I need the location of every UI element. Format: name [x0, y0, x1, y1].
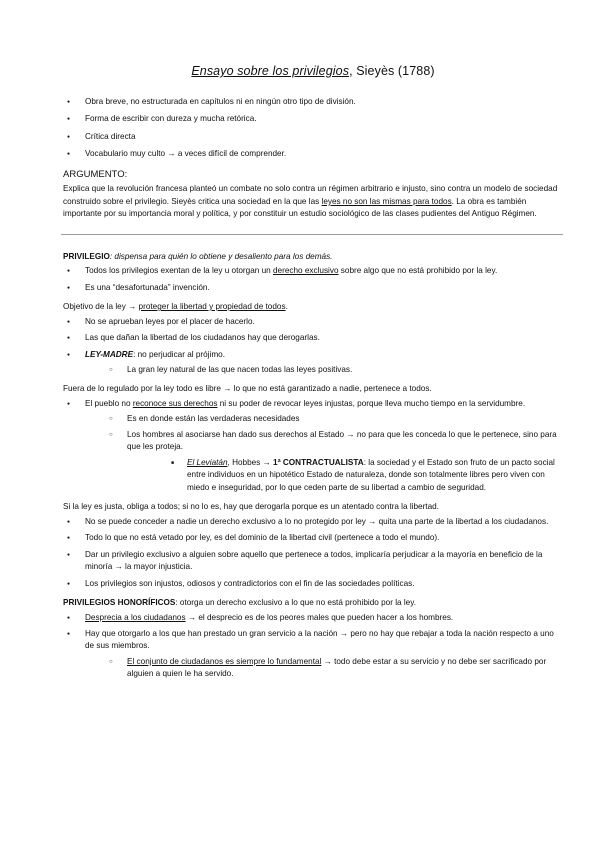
- list-item: ● Desprecia a los ciudadanos → el desprecio es de los peores males que pueden hacer a los hombres.: [63, 612, 563, 624]
- sila-lead: Si la ley es justa, obliga a todos; si no lo es, hay que derogarla porque es un atentado contra la libertad.: [63, 502, 439, 512]
- fuera-sublist: [85, 413, 563, 494]
- document-title: [63, 62, 563, 81]
- sublist-item: ○ Es en donde están las verdaderas necesidades: [85, 413, 563, 425]
- fuera-subsublist: [127, 457, 563, 494]
- privilegio-list: [63, 265, 563, 294]
- argumento-text: Explica que la revolución francesa planteó un combate no solo contra un régimen arbitrario e injusto, sino contra un modelo de sociedad construido sobre el privilegio. Sieyès critica una sociedad en la que las: [63, 184, 558, 206]
- objetivo-section: [63, 301, 563, 376]
- sublist-item: ○ Los hombres al asociarse han dado sus derechos al Estado → no para que les conceda lo que le pertenece, sino para que les proteja. ■ El Leviatán, Hobbes → 1ª CONTRACTUALISTA: la sociedad y el Estado son fruto de un pacto social entre individuos en un hipotético Estado de naturaleza, donde son totalmente libres pero viven con miedo e inseguridad, por lo que ceden parte de su libertad a cambio de seguridad.: [85, 429, 563, 494]
- honorificos-sublist: [85, 656, 563, 681]
- honorificos-section: [63, 597, 563, 681]
- list-item: ● Todos los privilegios exentan de la ley u otorgan un derecho exclusivo sobre algo que no está prohibido por la ley.: [63, 265, 563, 277]
- sublist-item: ○ La gran ley natural de las que nacen todas las leyes positivas.: [85, 364, 563, 376]
- honorificos-term: PRIVILEGIOS HONORÍFICOS: [63, 598, 176, 608]
- list-item: ● Forma de escribir con dureza y mucha retórica.: [63, 113, 563, 125]
- list-item: ● No se aprueban leyes por el placer de hacerlo.: [63, 316, 563, 328]
- list-item: ● No se puede conceder a nadie un derecho exclusivo a lo no protegido por ley → quita una parte de la libertad a los ciudadanos.: [63, 516, 563, 528]
- list-item: ● El pueblo no reconoce sus derechos ni su poder de revocar leyes injustas, porque lleva mucho tiempo en la servidumbre. ○ Es en donde están las verdaderas necesidades ○ Los hombres al asociarse han dado sus derechos al Estado → no para que les conceda lo que le pertenece, sino para que les proteja. ■ El Leviatán, Hobbes → 1ª CONTRACTUALISTA: la sociedad y el Estado son fruto de un pacto social entre individuos en un hipotético Estado de naturaleza, donde son totalmente libres pero viven con miedo e inseguridad, por lo que ceden parte de su libertad a cambio de seguridad.: [63, 398, 563, 494]
- privilegio-term: PRIVILEGIO: [63, 251, 110, 261]
- fuera-list: [63, 398, 563, 494]
- privilegio-definition: [63, 251, 563, 263]
- honorificos-definition: PRIVILEGIOS HONORÍFICOS: otorga un derecho exclusivo a lo que no está prohibido por la ley.: [63, 598, 416, 608]
- sila-section: [63, 501, 563, 590]
- title-author-year: , Sieyès (1788): [349, 64, 435, 78]
- intro-list: [63, 96, 563, 161]
- objetivo-sublist: [85, 364, 563, 376]
- list-item: ● Es una “desafortunada” invención.: [63, 282, 563, 294]
- objetivo-list: [63, 316, 563, 377]
- fuera-section: [63, 383, 563, 494]
- list-item: ● Crítica directa: [63, 131, 563, 143]
- list-item: ● LEY-MADRE: no perjudicar al prójimo. ○ La gran ley natural de las que nacen todas las leyes positivas.: [63, 349, 563, 377]
- list-item: ● Dar un privilegio exclusivo a alguien sobre aquello que pertenece a todos, implicaría perjudicar a la mayoría en beneficio de la minoría → la mayor injusticia.: [63, 549, 563, 574]
- honorificos-list: [63, 612, 563, 681]
- argumento-paragraph: [63, 183, 563, 220]
- sublist-item: ○ El conjunto de ciudadanos es siempre lo fundamental → todo debe estar a su servicio y no debe ser sacrificado por alguien a quien le ha servido.: [85, 656, 563, 681]
- list-item: ● Obra breve, no estructurada en capítulos ni en ningún otro tipo de división.: [63, 96, 563, 108]
- list-item: ● Los privilegios son injustos, odiosos y contradictorios con el fin de las sociedades políticas.: [63, 578, 563, 590]
- argumento-text-end: . La obra es también importante por su importancia moral y política, y por constituir un estudio sociológico de las clases pudientes del Antiguo Régimen.: [63, 196, 537, 219]
- document-page: [63, 62, 563, 688]
- argumento-underlined: leyes no son las mismas para todos: [321, 196, 452, 206]
- title-work-name: Ensayo sobre los privilegios: [191, 64, 350, 78]
- list-item: ● Vocabulario muy culto → a veces difícil de comprender.: [63, 148, 563, 160]
- privilegio-section: [63, 251, 563, 294]
- list-item: ● Las que dañan la libertad de los ciudadanos hay que derogarlas.: [63, 332, 563, 344]
- list-item: ● Hay que otorgarlo a los que han prestado un gran servicio a la nación → pero no hay que rebajar a toda la nación respecto a uno de sus miembros. ○ El conjunto de ciudadanos es siempre lo fundamental → todo debe estar a su servicio y no debe ser sacrificado por alguien a quien le ha servido.: [63, 628, 563, 681]
- subsublist-item: ■ El Leviatán, Hobbes → 1ª CONTRACTUALISTA: la sociedad y el Estado son fruto de un pacto social entre individuos en un hipotético Estado de naturaleza, donde son totalmente libres pero viven con miedo e inseguridad, por lo que ceden parte de su libertad a cambio de seguridad.: [127, 457, 563, 494]
- fuera-lead: Fuera de lo regulado por la ley todo es libre → lo que no está garantizado a nadie, pertenece a todos.: [63, 384, 432, 394]
- section-divider: [61, 234, 563, 235]
- objetivo-lead: Objetivo de la ley → proteger la libertad y propiedad de todos.: [63, 302, 288, 312]
- list-item: ● Todo lo que no está vetado por ley, es del dominio de la libertad civil (pertenece a todo el mundo).: [63, 532, 563, 544]
- privilegio-def-text: : dispensa para quién lo obtiene y desaliento para los demás.: [109, 251, 333, 261]
- argumento-heading: ARGUMENTO:: [63, 168, 128, 180]
- sila-list: [63, 516, 563, 590]
